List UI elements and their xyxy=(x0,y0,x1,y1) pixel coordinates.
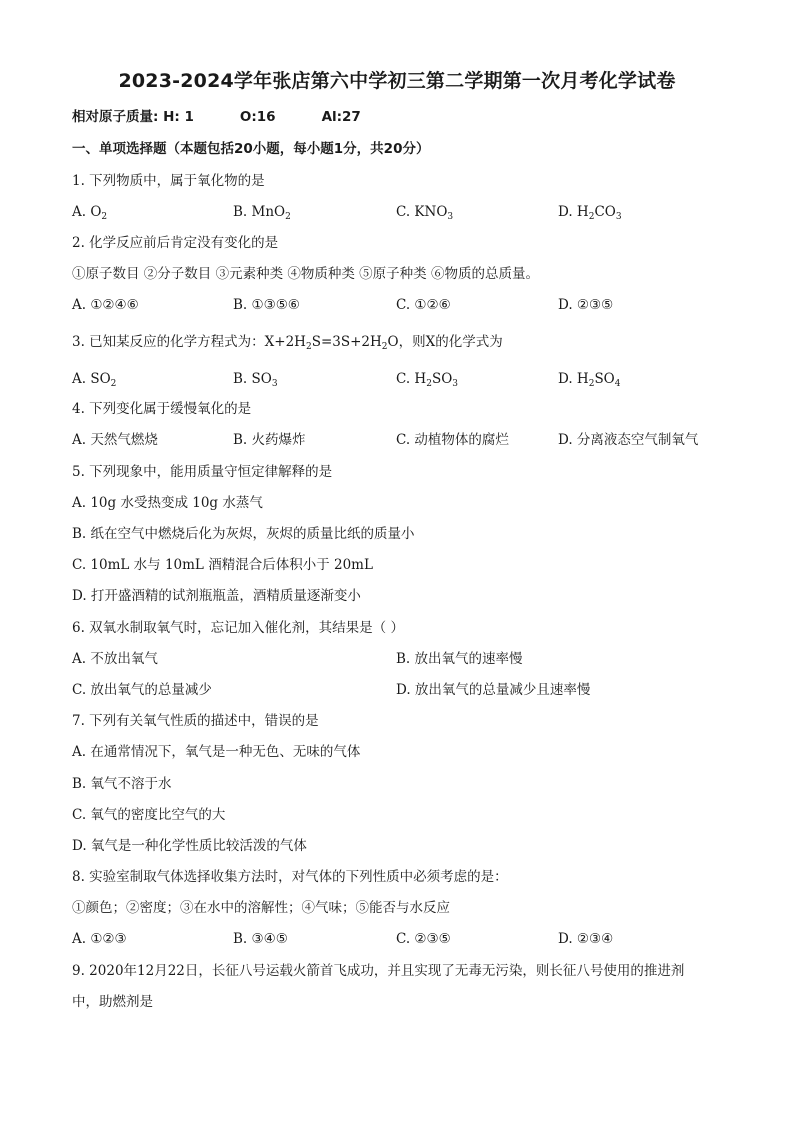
q3-c-sub2: 3 xyxy=(452,379,459,389)
q2-option-a[interactable]: A. ①②④⑥ xyxy=(72,297,139,313)
q3-d-mid: SO xyxy=(594,371,615,387)
q6-option-c[interactable]: C. 放出氧气的总量减少 xyxy=(72,682,212,698)
atomic-mass-al: Al:27 xyxy=(321,109,361,125)
q1-c-text: C. KNO xyxy=(396,204,448,220)
q1-b-text: B. MnO xyxy=(233,204,286,220)
q1-d-sub2: 3 xyxy=(615,212,622,222)
q3-stem-sub2: 2 xyxy=(381,342,388,352)
q5-option-b[interactable]: B. 纸在空气中燃烧后化为灰烬，灰烬的质量比纸的质量小 xyxy=(72,526,415,542)
q3-a-text: A. SO xyxy=(72,371,111,387)
q4-option-a[interactable]: A. 天然气燃烧 xyxy=(72,432,158,448)
question-3-stem xyxy=(72,333,503,351)
q8-option-b[interactable]: B. ③④⑤ xyxy=(233,931,288,947)
section-heading: 一、单项选择题（本题包括20小题，每小题1分，共20分） xyxy=(72,141,430,157)
q8-option-c[interactable]: C. ②③⑤ xyxy=(396,931,451,947)
q3-d-text: D. H xyxy=(558,371,589,387)
q1-a-sub: 2 xyxy=(101,212,108,222)
atomic-mass-o: O:16 xyxy=(239,109,276,125)
q8-option-a[interactable]: A. ①②③ xyxy=(72,931,127,947)
q1-option-c[interactable] xyxy=(396,203,453,221)
q3-c-text: C. H xyxy=(396,371,427,387)
q1-d-mid: CO xyxy=(594,204,616,220)
q3-b-text: B. SO xyxy=(233,371,272,387)
q8-option-d[interactable]: D. ②③④ xyxy=(558,931,614,947)
atomic-mass-h: 相对原子质量: H: 1 xyxy=(72,109,194,125)
q5-option-a[interactable]: A. 10g 水受热变成 10g 水蒸气 xyxy=(72,495,263,511)
q3-option-d[interactable] xyxy=(558,370,621,388)
q6-option-b[interactable]: B. 放出氧气的速率慢 xyxy=(396,651,523,667)
q2-option-d[interactable]: D. ②③⑤ xyxy=(558,297,614,313)
q4-option-d[interactable]: D. 分离液态空气制氧气 xyxy=(558,432,699,448)
question-9-stem-line2: 中，助燃剂是 xyxy=(72,994,153,1010)
question-9-stem-line1: 9. 2020年12月22日，长征八号运载火箭首飞成功，并且实现了无毒无污染，则长征八号使用的推进剂 xyxy=(72,963,685,979)
q1-d-sub: 2 xyxy=(588,212,595,222)
question-4-stem: 4. 下列变化属于缓慢氧化的是 xyxy=(72,401,252,417)
q4-option-b[interactable]: B. 火药爆炸 xyxy=(233,432,306,448)
question-1-stem: 1. 下列物质中，属于氧化物的是 xyxy=(72,173,265,189)
q5-option-c[interactable]: C. 10mL 水与 10mL 酒精混合后体积小于 20mL xyxy=(72,557,373,573)
q2-option-b[interactable]: B. ①③⑤⑥ xyxy=(233,297,300,313)
q3-stem-sub1: 2 xyxy=(305,342,312,352)
q1-option-b[interactable] xyxy=(233,203,291,221)
q3-a-sub: 2 xyxy=(110,379,117,389)
q3-stem-mid: S=3S+2H xyxy=(311,334,382,350)
q1-a-text: A. O xyxy=(72,204,102,220)
q1-d-text: D. H xyxy=(558,204,589,220)
q3-stem-pre: 3. 已知某反应的化学方程式为：X+2H xyxy=(72,334,306,350)
q5-option-d[interactable]: D. 打开盛酒精的试剂瓶瓶盖，酒精质量逐渐变小 xyxy=(72,588,361,604)
question-2-stem: 2. 化学反应前后肯定没有变化的是 xyxy=(72,235,279,251)
q3-d-sub2: 4 xyxy=(614,379,621,389)
question-2-items: ①原子数目 ②分子数目 ③元素种类 ④物质种类 ⑤原子种类 ⑥物质的总质量。 xyxy=(72,266,539,282)
q4-option-c[interactable]: C. 动植物体的腐烂 xyxy=(396,432,509,448)
q3-stem-post: O，则X的化学式为 xyxy=(387,334,503,350)
q7-option-a[interactable]: A. 在通常情况下，氧气是一种无色、无味的气体 xyxy=(72,744,361,760)
question-8-items: ①颜色；②密度；③在水中的溶解性；④气味；⑤能否与水反应 xyxy=(72,900,450,916)
q6-option-d[interactable]: D. 放出氧气的总量减少且速率慢 xyxy=(396,682,591,698)
q1-b-sub: 2 xyxy=(285,212,291,222)
q7-option-d[interactable]: D. 氧气是一种化学性质比较活泼的气体 xyxy=(72,838,307,854)
q3-option-a[interactable] xyxy=(72,370,116,388)
q3-c-mid: SO xyxy=(431,371,453,387)
q7-option-b[interactable]: B. 氧气不溶于水 xyxy=(72,776,172,792)
q1-option-d[interactable] xyxy=(558,203,622,221)
q3-option-c[interactable] xyxy=(396,370,458,388)
q3-option-b[interactable] xyxy=(233,370,278,388)
q3-c-sub: 2 xyxy=(426,379,432,389)
q1-option-a[interactable] xyxy=(72,203,107,221)
question-5-stem: 5. 下列现象中，能用质量守恒定律解释的是 xyxy=(72,464,333,480)
atomic-mass-line xyxy=(72,108,361,126)
question-8-stem: 8. 实验室制取气体选择收集方法时，对气体的下列性质中必须考虑的是： xyxy=(72,869,508,885)
question-6-stem: 6. 双氧水制取氧气时，忘记加入催化剂，其结果是（ ） xyxy=(72,620,404,636)
q2-option-c[interactable]: C. ①②⑥ xyxy=(396,297,451,313)
q7-option-c[interactable]: C. 氧气的密度比空气的大 xyxy=(72,807,226,823)
q3-b-sub: 3 xyxy=(271,379,278,389)
page-title: 2023-2024学年张店第六中学初三第二学期第一次月考化学试卷 xyxy=(118,70,676,92)
question-7-stem: 7. 下列有关氧气性质的描述中，错误的是 xyxy=(72,713,319,729)
q3-d-sub: 2 xyxy=(588,379,595,389)
q1-c-sub: 3 xyxy=(447,212,454,222)
q6-option-a[interactable]: A. 不放出氧气 xyxy=(72,651,158,667)
